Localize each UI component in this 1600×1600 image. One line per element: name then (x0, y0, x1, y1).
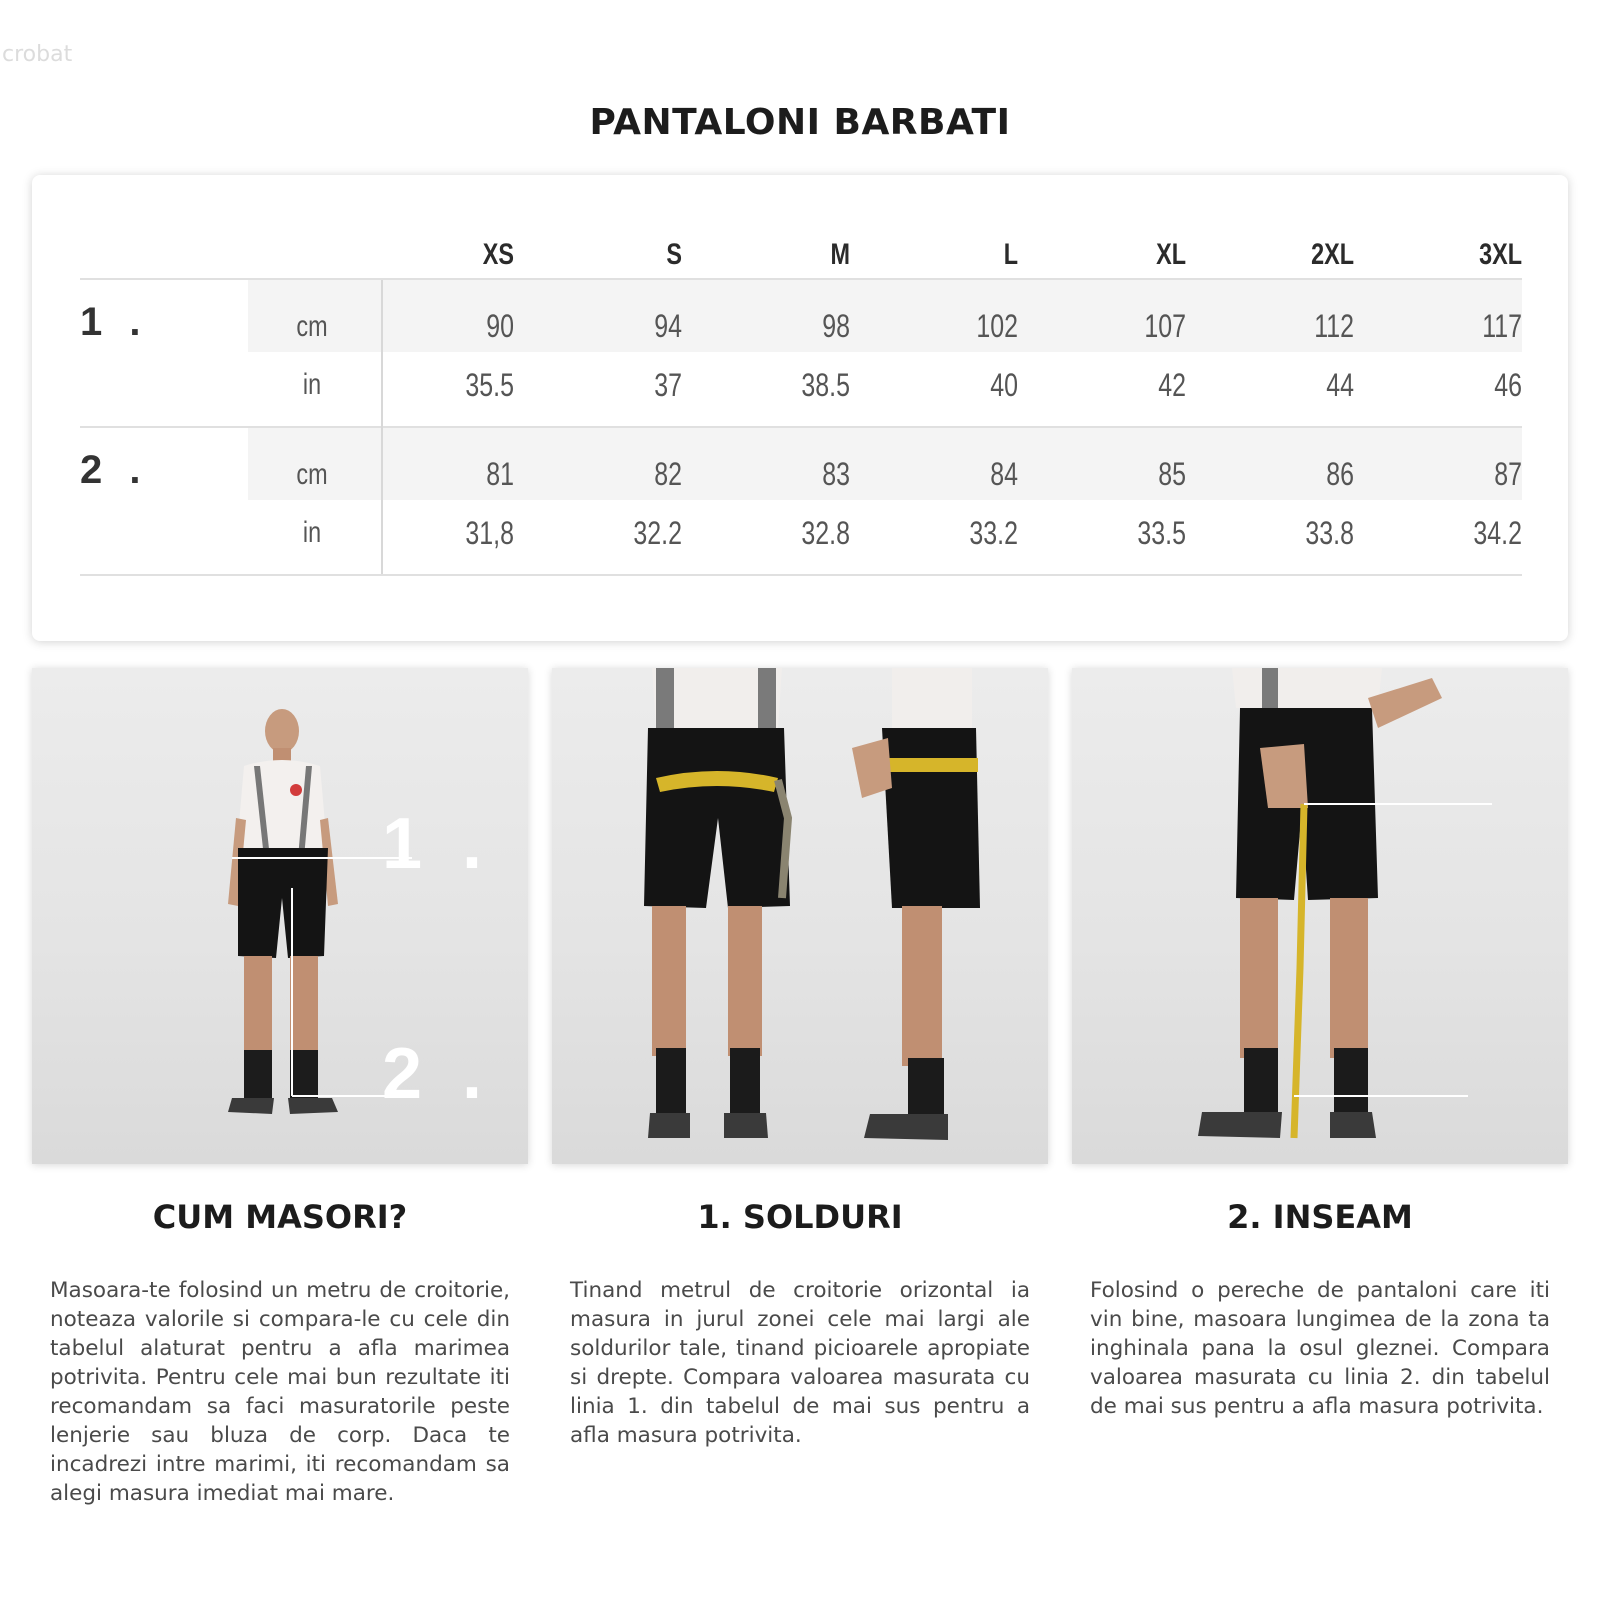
table-cell: 112 (1314, 308, 1354, 344)
table-cell: 42 (1158, 367, 1186, 403)
table-cell: 44 (1326, 367, 1354, 403)
table-cell: 35.5 (465, 367, 514, 403)
table-cell: 98 (822, 308, 850, 344)
table-divider (80, 426, 1522, 428)
size-header-m: M (830, 238, 850, 271)
table-cell: 86 (1326, 456, 1354, 492)
table-cell: 40 (990, 367, 1018, 403)
table-cell: 84 (990, 456, 1018, 492)
table-cell: 34.2 (1473, 515, 1522, 551)
section-title-inseam: 2. INSEAM (1227, 1198, 1413, 1236)
table-cell: 46 (1494, 367, 1522, 403)
size-header-l: L (1003, 238, 1018, 271)
size-header-xl: XL (1156, 238, 1186, 271)
unit-label: cm (296, 458, 328, 491)
table-cell: 87 (1494, 456, 1522, 492)
section-title-hips: 1. SOLDURI (697, 1198, 903, 1236)
section-text-inseam: Folosind o pereche de pantaloni care iti vin bine, masoara lungimea de la zona ta inghinala pana la osul gleznei. Compara valoarea masurata cu linia 2. din tabelul de mai sus pentru a afla masura potrivita. (1090, 1278, 1550, 1419)
unit-label: in (302, 516, 322, 549)
group-label-1: 1 . (80, 300, 149, 344)
size-header-3xl: 3XL (1479, 238, 1522, 271)
size-header-xs: XS (482, 238, 514, 271)
table-cell: 33.5 (1137, 515, 1186, 551)
unit-label: in (302, 368, 322, 401)
table-cell: 81 (486, 456, 514, 492)
hips-illustration (552, 668, 1048, 1164)
table-cell: 32.8 (801, 515, 850, 551)
table-cell: 38.5 (801, 367, 850, 403)
table-divider (80, 278, 1522, 280)
table-cell: 107 (1144, 308, 1186, 344)
section-title-how-to-measure: CUM MASORI? (152, 1198, 408, 1236)
table-cell: 33.8 (1305, 515, 1354, 551)
unit-label: cm (296, 310, 328, 343)
table-cell: 82 (654, 456, 682, 492)
table-cell: 94 (654, 308, 682, 344)
table-cell: 117 (1482, 308, 1522, 344)
table-cell: 32.2 (633, 515, 682, 551)
size-header-2xl: 2XL (1311, 238, 1354, 271)
table-cell: 90 (486, 308, 514, 344)
size-header-s: S (666, 238, 682, 271)
measure-mark-1: 1 . (382, 804, 493, 884)
table-cell: 33.2 (969, 515, 1018, 551)
watermark: crobat (2, 42, 73, 67)
table-cell: 102 (976, 308, 1018, 344)
section-text-hips: Tinand metrul de croitorie orizontal ia masura in jurul zonei cele mai largi ale soldurilor tale, tinand picioarele apropiate si drepte. Compara valoarea masurata cu linia 1. din tabelul de mai sus pentru a afla masura potrivita. (570, 1278, 1030, 1448)
inseam-illustration (1072, 668, 1568, 1164)
table-cell: 85 (1158, 456, 1186, 492)
photo-inseam (1072, 668, 1568, 1164)
photo-how-to-measure (32, 668, 528, 1164)
table-divider (80, 574, 1522, 576)
unit-divider (381, 280, 383, 574)
page-title: PANTALONI BARBATI (589, 102, 1011, 143)
table-cell: 37 (654, 367, 682, 403)
measure-mark-2: 2 . (382, 1034, 493, 1114)
photo-hips (552, 668, 1048, 1164)
section-text-how-to-measure: Masoara-te folosind un metru de croitorie, noteaza valorile si compara-le cu cele din tabelul alaturat pentru a afla marimea potrivita. Pentru cele mai bun rezultate iti recomandam sa faci masuratorile peste lenjerie sau bluza de corp. Daca te incadrezi intre marimi, iti recomandam sa alegi masura imediat mai mare. (50, 1278, 510, 1506)
group-label-2: 2 . (80, 448, 149, 492)
table-cell: 83 (822, 456, 850, 492)
table-cell: 31,8 (465, 515, 514, 551)
